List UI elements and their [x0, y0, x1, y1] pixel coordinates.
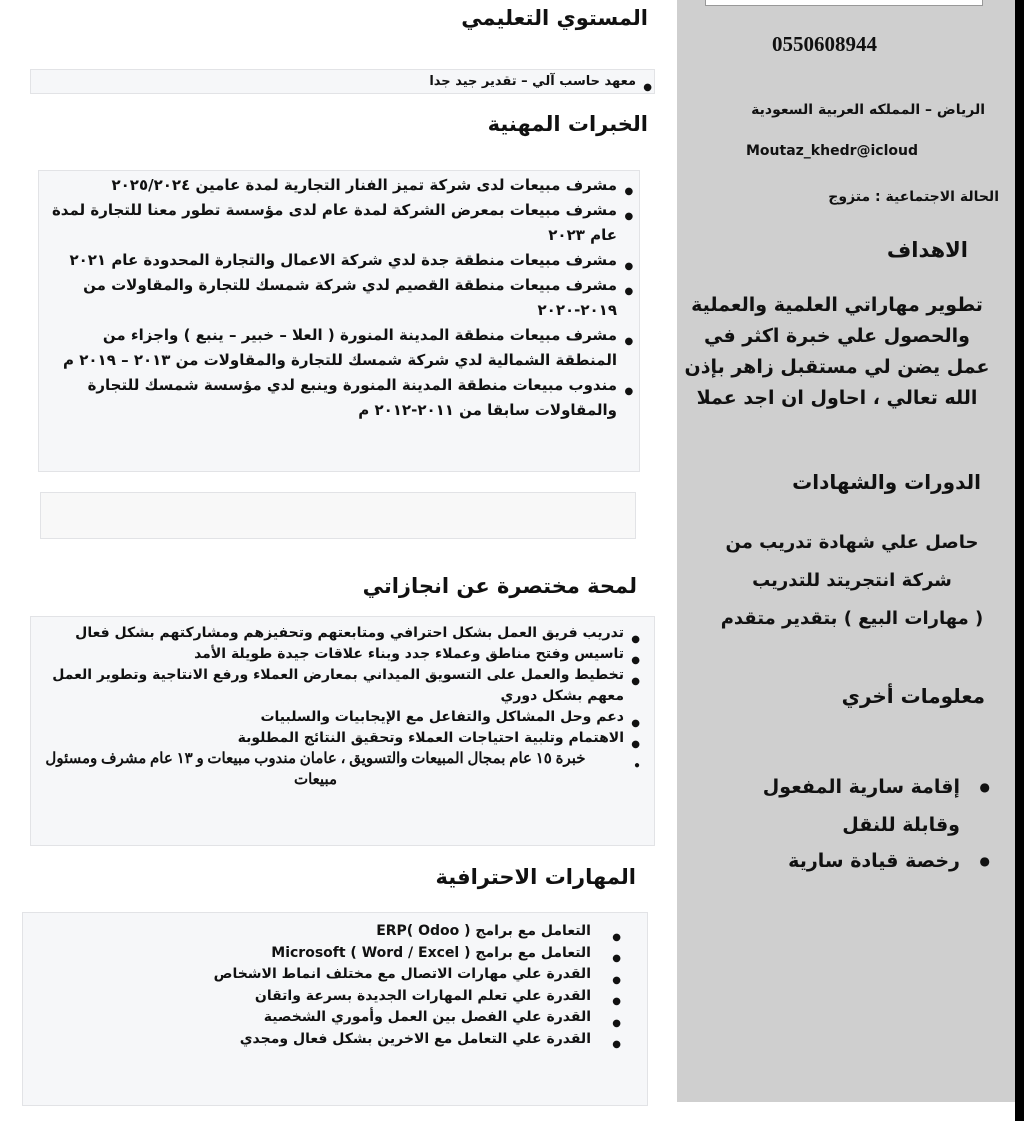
achievement-item: ● خبرة ١٥ عام بمجال المبيعات والتسويق ، عامان مندوب مبيعات و ١٣ عام مشرف ومسئول مبيعات [35, 749, 624, 791]
skill-item: ● القدرة علي التعامل مع الاخرين بشكل فعال ومجدي [23, 1029, 605, 1051]
goals-line: عمل يضن لي مستقبل زاهر بإذن [684, 356, 990, 378]
other-info-list [760, 768, 990, 878]
address: الرياض – المملكه العربية السعودية [751, 102, 985, 118]
other-info-text: إقامة سارية المفعول وقابلة للنقل [762, 776, 960, 836]
other-info-heading: معلومات أخري [841, 684, 985, 708]
marital-status: الحالة الاجتماعية : متزوج [828, 189, 999, 205]
experience-heading: الخبرات المهنية [487, 112, 648, 136]
experience-section [38, 170, 640, 539]
education-item: ● معهد حاسب آلي – تقدير جيد جدا [31, 70, 636, 93]
photo-frame [705, 0, 983, 6]
achievements-heading: لمحة مختصرة عن انجازاتي [362, 574, 637, 598]
achievement-item: ● تاسيس وفتح مناطق وعملاء جدد وبناء علاقات جيدة طويلة الأمد [35, 644, 624, 665]
achievement-item: ● الاهتمام وتلبية احتياجات العملاء وتحقيق النتائج المطلوبة [35, 728, 624, 749]
goals-line: الله تعالي ، احاول ان اجد عملا [696, 387, 978, 409]
experience-item: ● مندوب مبيعات منطقة المدينة المنورة وينبع لدي مؤسسة شمسك للتجارة والمقاولات سابقا من ٢٠١١-٢٠١٢ م [45, 373, 617, 423]
skill-item: ● التعامل مع برامج ERP( Odoo ) [23, 921, 605, 943]
achievement-item: ● دعم وحل المشاكل والتفاعل مع الإيجابيات والسلبيات [35, 707, 624, 728]
skills-heading: المهارات الاحترافية [435, 865, 636, 889]
other-info-text: رخصة قيادة سارية [788, 850, 960, 872]
email: Moutaz_khedr@icloud [746, 143, 919, 159]
experience-item: ● مشرف مبيعات بمعرض الشركة لمدة عام لدى مؤسسة تطور معنا للتجارة لمدة عام ٢٠٢٣ [45, 198, 617, 248]
education-heading: المستوي التعليمي [461, 6, 648, 30]
skill-item: ● القدرة علي الفصل بين العمل وأموري الشخصية [23, 1007, 605, 1029]
courses-line: حاصل علي شهادة تدريب من [725, 532, 979, 553]
experience-item: ● مشرف مبيعات لدى شركة تميز الفنار التجارية لمدة عامين ٢٠٢٥/٢٠٢٤ [45, 173, 617, 198]
experience-item: ● مشرف مبيعات منطقة المدينة المنورة ( العلا – خبير – ينبع ) واجزاء من المنطقة الشمالية لدي شركة شمسك للتجارة والمقاولات من ٢٠١٣ – ٢٠١٩ م [45, 323, 617, 373]
skill-item: ● القدرة علي تعلم المهارات الجديدة بسرعة واتقان [23, 986, 605, 1008]
goals-heading: الاهداف [886, 238, 968, 262]
sidebar [677, 0, 1015, 1102]
bullet-icon: ● [979, 854, 990, 868]
skills-box [22, 912, 648, 1106]
other-info-item [760, 768, 990, 844]
courses-heading: الدورات والشهادات [792, 470, 981, 494]
education-box [30, 69, 655, 94]
experience-item: ● مشرف مبيعات منطقة القصيم لدي شركة شمسك للتجارة والمقاولات من ٢٠١٩-٢٠٢٠ [45, 273, 617, 323]
skill-item: ● القدرة علي مهارات الاتصال مع مختلف انماط الاشخاص [23, 964, 605, 986]
achievement-item: ● تخطيط والعمل على التسويق الميداني بمعارض العملاء ورفع الانتاجية وتطوير العمل معهم بشكل دوري [35, 665, 624, 707]
other-info-item [760, 844, 990, 878]
courses-text [707, 524, 997, 638]
right-edge-stripe [1015, 0, 1024, 1121]
goals-line: تطوير مهاراتي العلمية والعملية [691, 294, 983, 316]
bullet-icon: ● [979, 780, 990, 794]
achievement-item: ● تدريب فريق العمل بشكل احترافي ومتابعتهم وتحفيزهم ومشاركتهم بشكل فعال [35, 623, 624, 644]
experience-box [38, 170, 640, 472]
empty-box [40, 492, 636, 539]
achievements-box [30, 616, 655, 846]
goals-text [677, 290, 997, 414]
goals-line: والحصول علي خبرة اكثر في [704, 325, 970, 347]
phone: 0550608944 [772, 32, 877, 56]
skill-item: ● التعامل مع برامج Microsoft ( Word / Excel ) [23, 943, 605, 965]
experience-item: ● مشرف مبيعات منطقة جدة لدي شركة الاعمال والتجارة المحدودة عام ٢٠٢١ [45, 248, 617, 273]
courses-line: شركة انتجريتد للتدريب [752, 570, 952, 591]
courses-line: ( مهارات البيع ) بتقدير متقدم [720, 608, 984, 629]
